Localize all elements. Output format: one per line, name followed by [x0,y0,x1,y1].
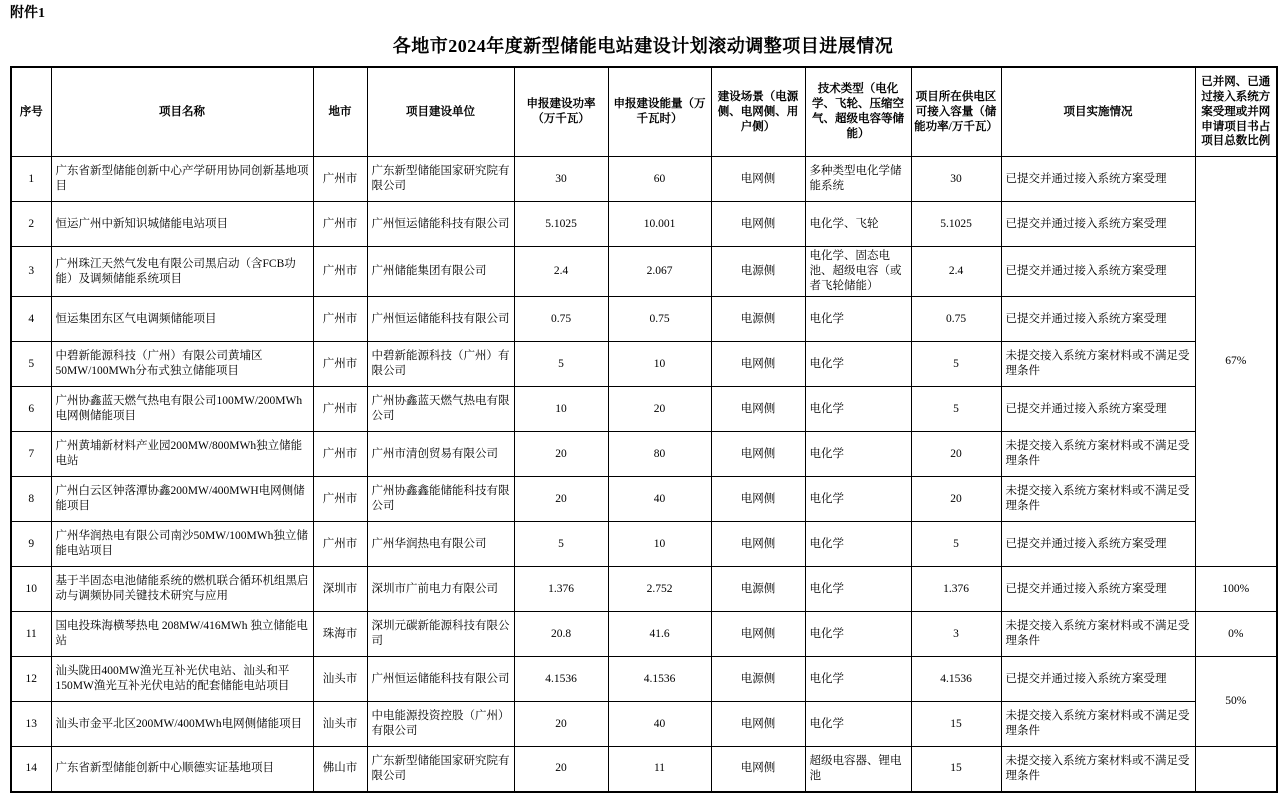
cell-scenario: 电网侧 [711,477,805,522]
cell-status: 未提交接入系统方案材料或不满足受理条件 [1001,747,1195,792]
cell-index: 7 [11,432,51,477]
page-title: 各地市2024年度新型储能电站建设计划滚动调整项目进展情况 [392,35,894,56]
cell-energy: 60 [608,157,711,202]
cell-name: 广东省新型储能创新中心顺德实证基地项目 [51,747,313,792]
cell-power: 5.1025 [514,202,608,247]
cell-power: 4.1536 [514,657,608,702]
cell-capacity: 3 [911,612,1001,657]
table-row [11,657,1277,702]
cell-builder: 中电能源投资控股（广州）有限公司 [367,702,514,747]
cell-tech: 超级电容器、锂电池 [805,747,911,792]
cell-builder: 广州华润热电有限公司 [367,522,514,567]
cell-city: 广州市 [313,342,367,387]
column-header-status: 项目实施情况 [1001,67,1195,157]
table-row [11,297,1277,342]
cell-power: 20 [514,702,608,747]
cell-index: 10 [11,567,51,612]
cell-name: 广州协鑫蓝天燃气热电有限公司100MW/200MWh电网侧储能项目 [51,387,313,432]
cell-city: 广州市 [313,387,367,432]
cell-capacity: 2.4 [911,247,1001,297]
column-header-energy: 申报建设能量（万千瓦时） [608,67,711,157]
column-header-index: 序号 [11,67,51,157]
cell-energy: 10 [608,522,711,567]
cell-capacity: 1.376 [911,567,1001,612]
cell-power: 20 [514,747,608,792]
table-row [11,567,1277,612]
cell-power: 30 [514,157,608,202]
cell-energy: 2.067 [608,247,711,297]
table-row [11,477,1277,522]
cell-builder: 广州储能集团有限公司 [367,247,514,297]
cell-capacity: 4.1536 [911,657,1001,702]
cell-city: 汕头市 [313,657,367,702]
cell-energy: 40 [608,477,711,522]
cell-status: 已提交并通过接入系统方案受理 [1001,297,1195,342]
cell-name: 汕头市金平北区200MW/400MWh电网侧储能项目 [51,702,313,747]
column-header-power: 申报建设功率（万千瓦） [514,67,608,157]
cell-builder: 中碧新能源科技（广州）有限公司 [367,342,514,387]
cell-tech: 电化学 [805,522,911,567]
cell-status: 已提交并通过接入系统方案受理 [1001,202,1195,247]
cell-power: 20.8 [514,612,608,657]
cell-scenario: 电网侧 [711,522,805,567]
cell-city: 深圳市 [313,567,367,612]
cell-energy: 0.75 [608,297,711,342]
cell-power: 10 [514,387,608,432]
cell-power: 1.376 [514,567,608,612]
cell-capacity: 5.1025 [911,202,1001,247]
cell-builder: 广东新型储能国家研究院有限公司 [367,157,514,202]
cell-index: 9 [11,522,51,567]
cell-capacity: 5 [911,387,1001,432]
cell-builder: 广州恒运储能科技有限公司 [367,202,514,247]
cell-status: 已提交并通过接入系统方案受理 [1001,567,1195,612]
cell-index: 2 [11,202,51,247]
cell-scenario: 电源侧 [711,567,805,612]
cell-energy: 20 [608,387,711,432]
cell-energy: 80 [608,432,711,477]
cell-name: 中碧新能源科技（广州）有限公司黄埔区50MW/100MWh分布式独立储能项目 [51,342,313,387]
cell-capacity: 0.75 [911,297,1001,342]
cell-capacity: 20 [911,432,1001,477]
cell-tech: 电化学 [805,342,911,387]
column-header-tech: 技术类型（电化学、飞轮、压缩空气、超级电容等储能） [805,67,911,157]
cell-name: 广州珠江天然气发电有限公司黑启动（含FCB功能）及调频储能系统项目 [51,247,313,297]
cell-index: 5 [11,342,51,387]
cell-tech: 电化学 [805,567,911,612]
table-row [11,342,1277,387]
cell-ratio: 50% [1195,657,1277,747]
cell-scenario: 电网侧 [711,702,805,747]
cell-energy: 41.6 [608,612,711,657]
cell-builder: 深圳元碳新能源科技有限公司 [367,612,514,657]
table-row [11,247,1277,297]
cell-tech: 电化学 [805,612,911,657]
cell-scenario: 电网侧 [711,202,805,247]
cell-energy: 11 [608,747,711,792]
cell-power: 20 [514,432,608,477]
cell-power: 20 [514,477,608,522]
cell-index: 1 [11,157,51,202]
cell-capacity: 5 [911,522,1001,567]
cell-name: 广州华润热电有限公司南沙50MW/100MWh独立储能电站项目 [51,522,313,567]
column-header-capacity: 项目所在供电区可接入容量（储能功率/万千瓦） [911,67,1001,157]
cell-builder: 广州市清创贸易有限公司 [367,432,514,477]
cell-city: 汕头市 [313,702,367,747]
cell-index: 13 [11,702,51,747]
table-row [11,157,1277,202]
cell-scenario: 电网侧 [711,612,805,657]
cell-city: 佛山市 [313,747,367,792]
cell-status: 未提交接入系统方案材料或不满足受理条件 [1001,612,1195,657]
cell-index: 3 [11,247,51,297]
cell-tech: 电化学 [805,657,911,702]
table-row [11,702,1277,747]
cell-city: 广州市 [313,297,367,342]
cell-energy: 10 [608,342,711,387]
table-row [11,747,1277,792]
cell-tech: 电化学 [805,702,911,747]
cell-index: 6 [11,387,51,432]
column-header-ratio: 已并网、已通过接入系统方案受理或并网申请项目书占项目总数比例 [1195,67,1277,157]
cell-name: 恒运集团东区气电调频储能项目 [51,297,313,342]
table-row [11,522,1277,567]
cell-status: 未提交接入系统方案材料或不满足受理条件 [1001,342,1195,387]
cell-builder: 广州恒运储能科技有限公司 [367,297,514,342]
cell-status: 已提交并通过接入系统方案受理 [1001,522,1195,567]
cell-scenario: 电网侧 [711,747,805,792]
cell-energy: 4.1536 [608,657,711,702]
cell-status: 未提交接入系统方案材料或不满足受理条件 [1001,432,1195,477]
cell-builder: 广州恒运储能科技有限公司 [367,657,514,702]
cell-scenario: 电网侧 [711,432,805,477]
cell-capacity: 5 [911,342,1001,387]
cell-power: 5 [514,522,608,567]
cell-scenario: 电网侧 [711,342,805,387]
projects-table [10,66,1278,793]
cell-builder: 广东新型储能国家研究院有限公司 [367,747,514,792]
cell-ratio: 0% [1195,612,1277,657]
cell-scenario: 电源侧 [711,297,805,342]
header-row [11,67,1277,157]
cell-scenario: 电网侧 [711,157,805,202]
cell-tech: 多种类型电化学储能系统 [805,157,911,202]
cell-tech: 电化学 [805,387,911,432]
cell-energy: 10.001 [608,202,711,247]
cell-capacity: 15 [911,702,1001,747]
cell-status: 已提交并通过接入系统方案受理 [1001,387,1195,432]
cell-index: 8 [11,477,51,522]
cell-tech: 电化学 [805,432,911,477]
cell-tech: 电化学、飞轮 [805,202,911,247]
cell-city: 广州市 [313,522,367,567]
column-header-city: 地市 [313,67,367,157]
cell-status: 未提交接入系统方案材料或不满足受理条件 [1001,477,1195,522]
cell-name: 广州黄埔新材料产业园200MW/800MWh独立储能电站 [51,432,313,477]
table-header [11,67,1277,157]
cell-status: 未提交接入系统方案材料或不满足受理条件 [1001,702,1195,747]
table-row [11,202,1277,247]
column-header-name: 项目名称 [51,67,313,157]
cell-builder: 广州协鑫鑫能储能科技有限公司 [367,477,514,522]
cell-name: 汕头陇田400MW渔光互补光伏电站、汕头和平150MW渔光互补光伏电站的配套储能电站项目 [51,657,313,702]
cell-power: 5 [514,342,608,387]
cell-tech: 电化学、固态电池、超级电容（或者飞轮储能） [805,247,911,297]
cell-name: 国电投珠海横琴热电 208MW/416MWh 独立储能电站 [51,612,313,657]
cell-index: 14 [11,747,51,792]
cell-ratio: 100% [1195,567,1277,612]
cell-energy: 40 [608,702,711,747]
cell-capacity: 15 [911,747,1001,792]
cell-city: 广州市 [313,202,367,247]
cell-index: 4 [11,297,51,342]
cell-energy: 2.752 [608,567,711,612]
table-row [11,387,1277,432]
cell-city: 广州市 [313,477,367,522]
cell-city: 广州市 [313,157,367,202]
cell-tech: 电化学 [805,477,911,522]
cell-name: 广东省新型储能创新中心产学研用协同创新基地项目 [51,157,313,202]
cell-name: 恒运广州中新知识城储能电站项目 [51,202,313,247]
cell-index: 12 [11,657,51,702]
cell-status: 已提交并通过接入系统方案受理 [1001,657,1195,702]
cell-tech: 电化学 [805,297,911,342]
cell-scenario: 电源侧 [711,247,805,297]
cell-status: 已提交并通过接入系统方案受理 [1001,157,1195,202]
table-body [11,157,1277,792]
table-row [11,612,1277,657]
cell-city: 广州市 [313,247,367,297]
cell-capacity: 20 [911,477,1001,522]
table-row [11,432,1277,477]
cell-index: 11 [11,612,51,657]
column-header-scenario: 建设场景（电源侧、电网侧、用户侧） [711,67,805,157]
cell-name: 广州白云区钟落潭协鑫200MW/400MWH电网侧储能项目 [51,477,313,522]
cell-capacity: 30 [911,157,1001,202]
cell-name: 基于半固态电池储能系统的燃机联合循环机组黑启动与调频协同关键技术研究与应用 [51,567,313,612]
cell-power: 0.75 [514,297,608,342]
cell-builder: 广州协鑫蓝天燃气热电有限公司 [367,387,514,432]
cell-city: 广州市 [313,432,367,477]
cell-power: 2.4 [514,247,608,297]
cell-city: 珠海市 [313,612,367,657]
cell-status: 已提交并通过接入系统方案受理 [1001,247,1195,297]
attachment-label: 附件1 [10,6,45,21]
cell-scenario: 电网侧 [711,387,805,432]
cell-ratio [1195,747,1277,792]
cell-builder: 深圳市广前电力有限公司 [367,567,514,612]
cell-scenario: 电源侧 [711,657,805,702]
cell-ratio: 67% [1195,157,1277,567]
column-header-builder: 项目建设单位 [367,67,514,157]
